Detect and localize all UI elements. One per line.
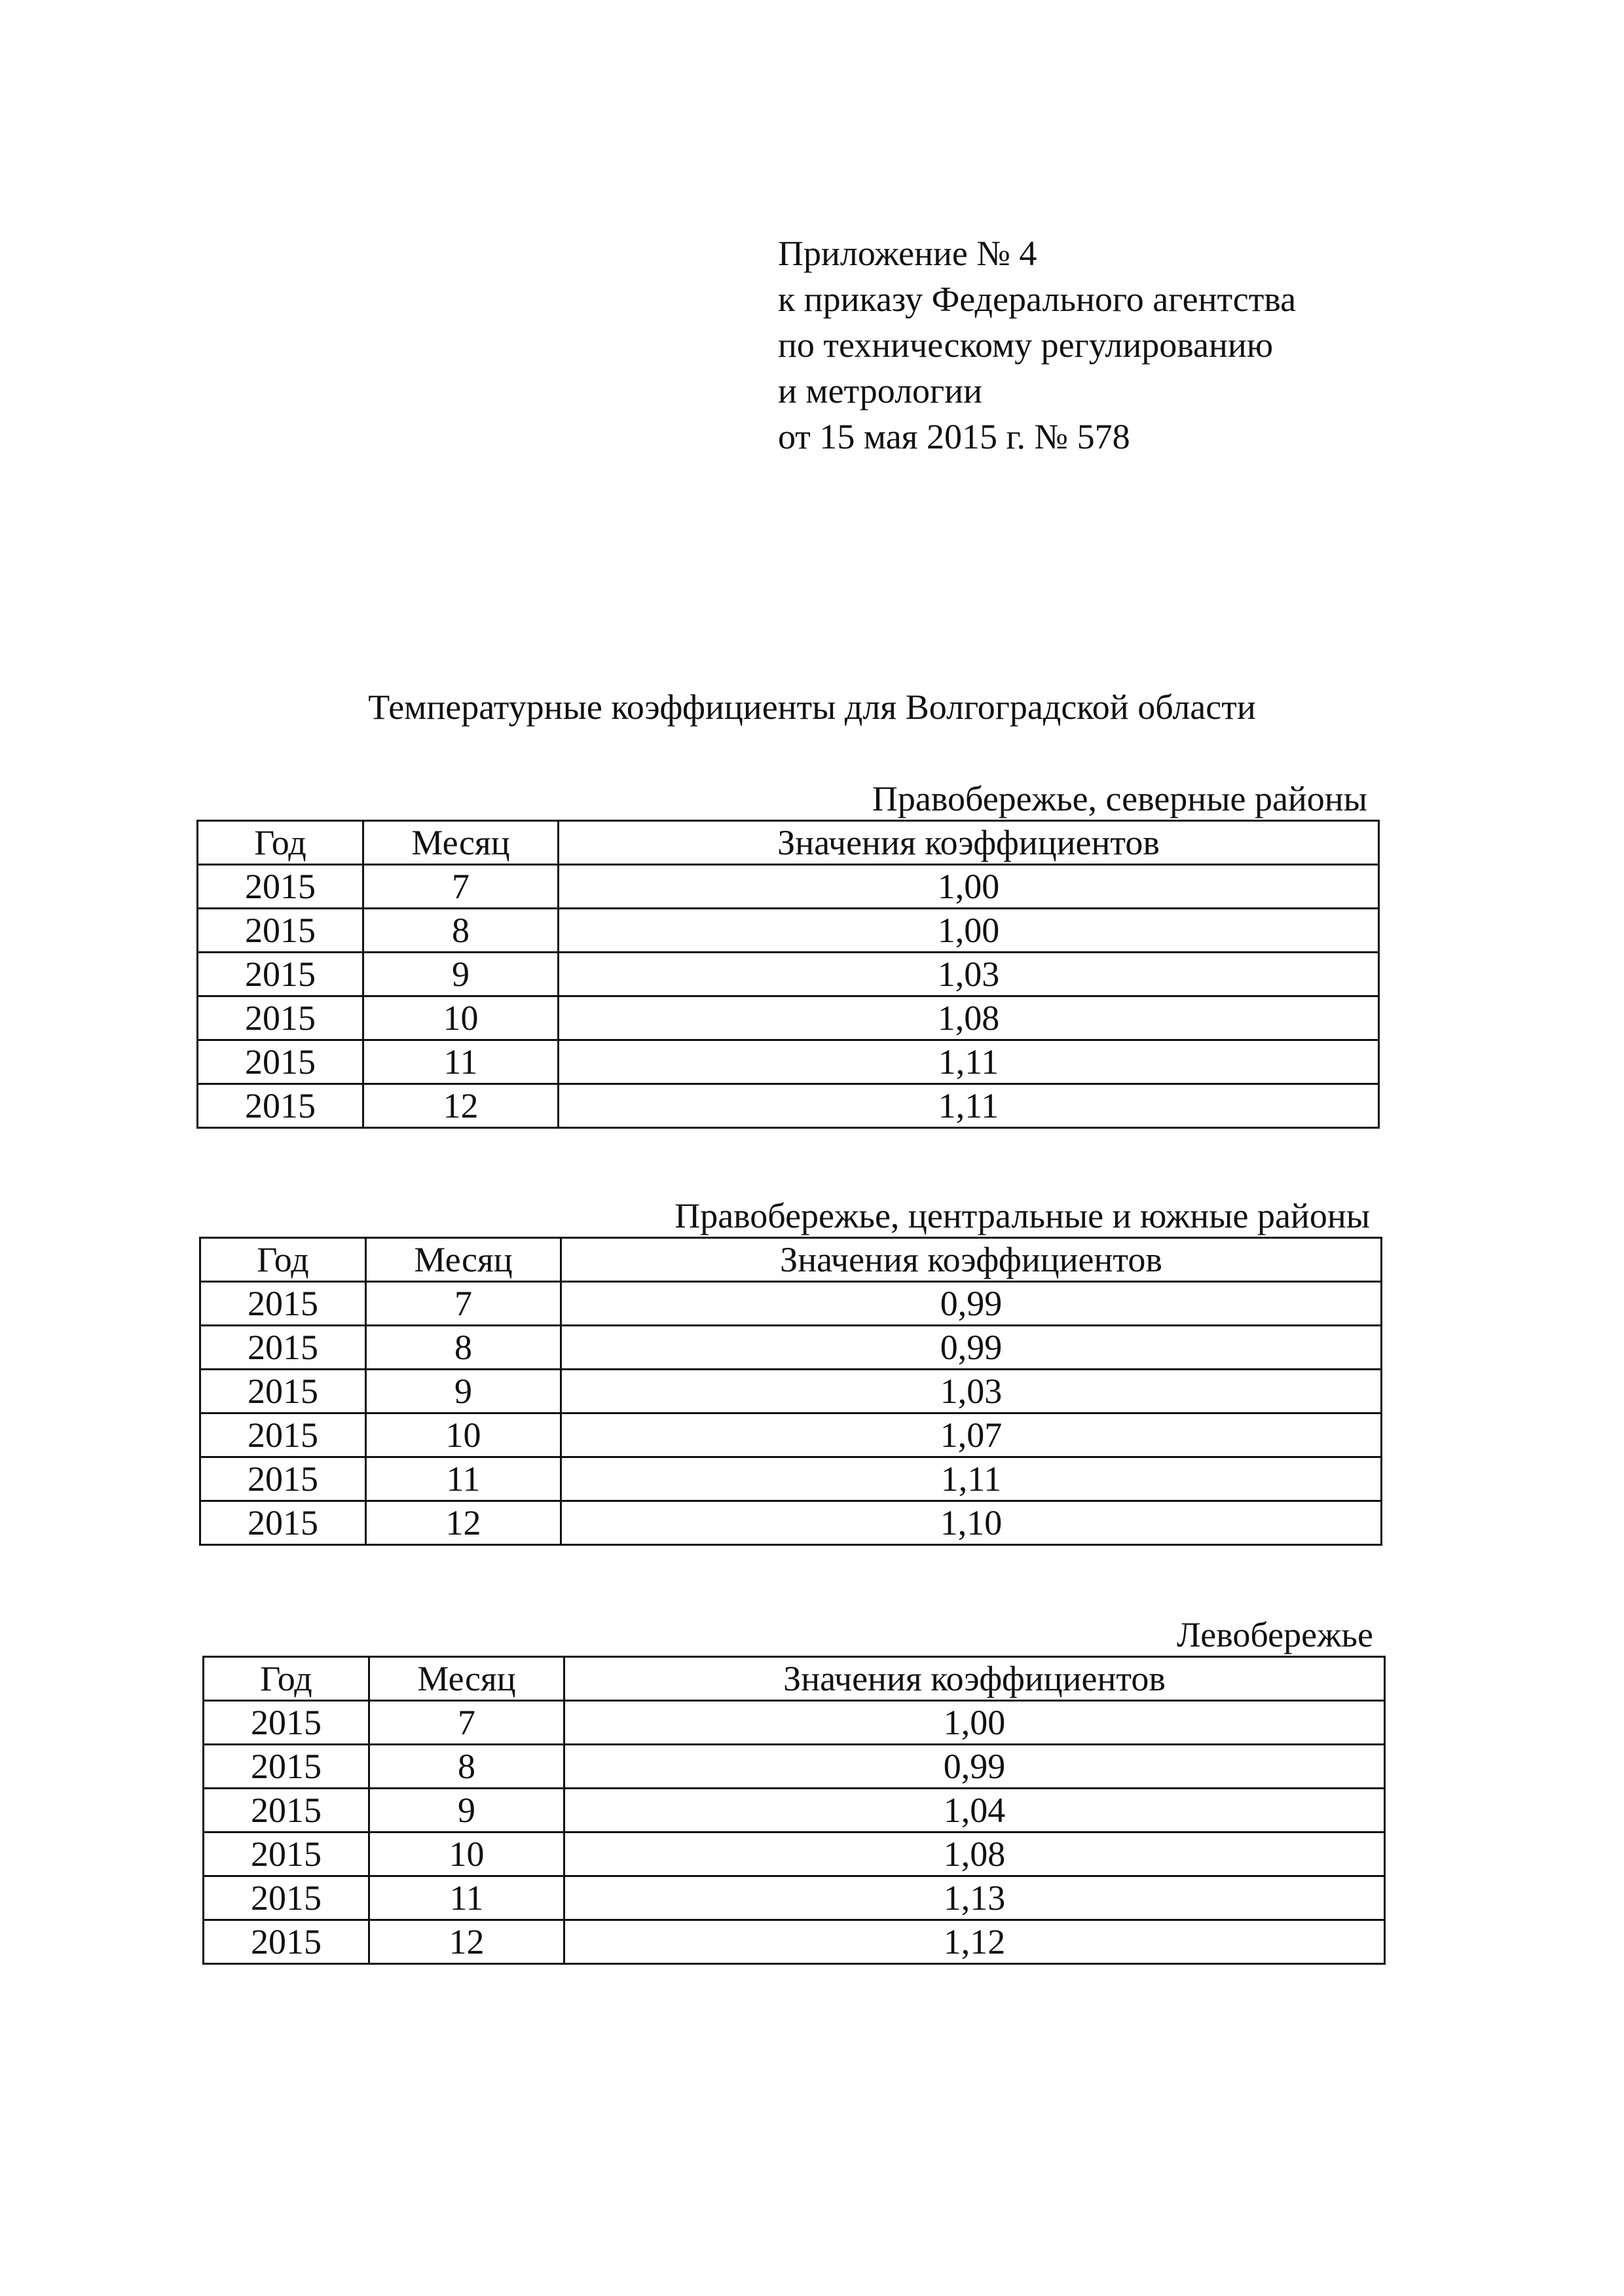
cell-month: 8: [363, 909, 559, 953]
cell-year: 2015: [198, 1040, 363, 1084]
cell-value: 1,07: [561, 1413, 1382, 1457]
cell-year: 2015: [198, 953, 363, 996]
cell-month: 7: [363, 865, 559, 909]
appendix-line: от 15 мая 2015 г. № 578: [778, 417, 1130, 456]
header-year: Год: [200, 1238, 366, 1282]
coefficients-table: [196, 820, 1380, 1129]
cell-month: 7: [369, 1701, 564, 1745]
cell-year: 2015: [204, 1920, 369, 1964]
table-row: [198, 996, 1379, 1040]
table-header-row: [200, 1238, 1382, 1282]
cell-month: 9: [363, 953, 559, 996]
table-row: [200, 1501, 1382, 1545]
coefficients-table: [199, 1237, 1382, 1546]
appendix-line: к приказу Федерального агентства: [778, 280, 1297, 319]
cell-year: 2015: [200, 1457, 366, 1501]
table-header-row: [204, 1657, 1385, 1701]
cell-month: 12: [363, 1084, 559, 1128]
cell-year: 2015: [198, 865, 363, 909]
cell-month: 12: [369, 1920, 564, 1964]
cell-value: 1,03: [561, 1370, 1382, 1413]
cell-year: 2015: [198, 1084, 363, 1128]
table-header-row: [198, 821, 1379, 865]
table-row: [204, 1832, 1385, 1876]
cell-year: 2015: [198, 996, 363, 1040]
cell-year: 2015: [200, 1282, 366, 1326]
cell-month: 8: [369, 1745, 564, 1789]
table-row: [204, 1920, 1385, 1964]
cell-year: 2015: [204, 1701, 369, 1745]
table-row: [200, 1457, 1382, 1501]
cell-value: 1,00: [564, 1701, 1385, 1745]
table-row: [200, 1370, 1382, 1413]
cell-value: 1,08: [564, 1832, 1385, 1876]
cell-year: 2015: [200, 1413, 366, 1457]
section-caption: Правобережье, северные районы: [872, 779, 1367, 818]
table-row: [200, 1326, 1382, 1370]
cell-year: 2015: [200, 1501, 366, 1545]
cell-value: 1,04: [564, 1789, 1385, 1832]
header-value: Значения коэффициентов: [564, 1657, 1385, 1701]
cell-value: 1,08: [559, 996, 1379, 1040]
table-row: [204, 1701, 1385, 1745]
appendix-line: и метрологии: [778, 371, 982, 410]
cell-year: 2015: [200, 1326, 366, 1370]
cell-value: 1,11: [559, 1084, 1379, 1128]
header-month: Месяц: [363, 821, 559, 865]
section-caption: Правобережье, центральные и южные районы: [674, 1196, 1370, 1235]
document-title: Температурные коэффициенты для Волгоградской области: [368, 687, 1256, 727]
header-year: Год: [204, 1657, 369, 1701]
cell-value: 1,10: [561, 1501, 1382, 1545]
cell-month: 11: [366, 1457, 561, 1501]
header-value: Значения коэффициентов: [559, 821, 1379, 865]
cell-year: 2015: [204, 1832, 369, 1876]
header-year: Год: [198, 821, 363, 865]
cell-year: 2015: [200, 1370, 366, 1413]
table-row: [204, 1745, 1385, 1789]
appendix-line: по техническому регулированию: [778, 325, 1274, 365]
cell-value: 1,11: [561, 1457, 1382, 1501]
cell-value: 1,00: [559, 865, 1379, 909]
table-row: [198, 1084, 1379, 1128]
cell-value: 1,00: [559, 909, 1379, 953]
cell-value: 1,13: [564, 1876, 1385, 1920]
header-month: Месяц: [369, 1657, 564, 1701]
cell-month: 8: [366, 1326, 561, 1370]
cell-month: 10: [369, 1832, 564, 1876]
cell-month: 9: [369, 1789, 564, 1832]
cell-value: 0,99: [564, 1745, 1385, 1789]
cell-year: 2015: [204, 1789, 369, 1832]
table-row: [204, 1876, 1385, 1920]
cell-month: 10: [366, 1413, 561, 1457]
header-month: Месяц: [366, 1238, 561, 1282]
cell-value: 1,03: [559, 953, 1379, 996]
cell-year: 2015: [204, 1876, 369, 1920]
header-value: Значения коэффициентов: [561, 1238, 1382, 1282]
cell-value: 1,11: [559, 1040, 1379, 1084]
table-row: [200, 1282, 1382, 1326]
cell-value: 1,12: [564, 1920, 1385, 1964]
table-row: [198, 909, 1379, 953]
table-row: [200, 1413, 1382, 1457]
cell-month: 12: [366, 1501, 561, 1545]
table-row: [198, 953, 1379, 996]
cell-value: 0,99: [561, 1282, 1382, 1326]
table-row: [204, 1789, 1385, 1832]
table-row: [198, 1040, 1379, 1084]
cell-value: 0,99: [561, 1326, 1382, 1370]
cell-month: 11: [363, 1040, 559, 1084]
cell-month: 9: [366, 1370, 561, 1413]
section-caption: Левобережье: [1177, 1615, 1373, 1654]
cell-month: 7: [366, 1282, 561, 1326]
appendix-block: [778, 230, 1296, 460]
appendix-line: Приложение № 4: [778, 234, 1037, 273]
cell-year: 2015: [198, 909, 363, 953]
coefficients-table: [202, 1656, 1386, 1965]
cell-month: 10: [363, 996, 559, 1040]
cell-year: 2015: [204, 1745, 369, 1789]
cell-month: 11: [369, 1876, 564, 1920]
table-row: [198, 865, 1379, 909]
